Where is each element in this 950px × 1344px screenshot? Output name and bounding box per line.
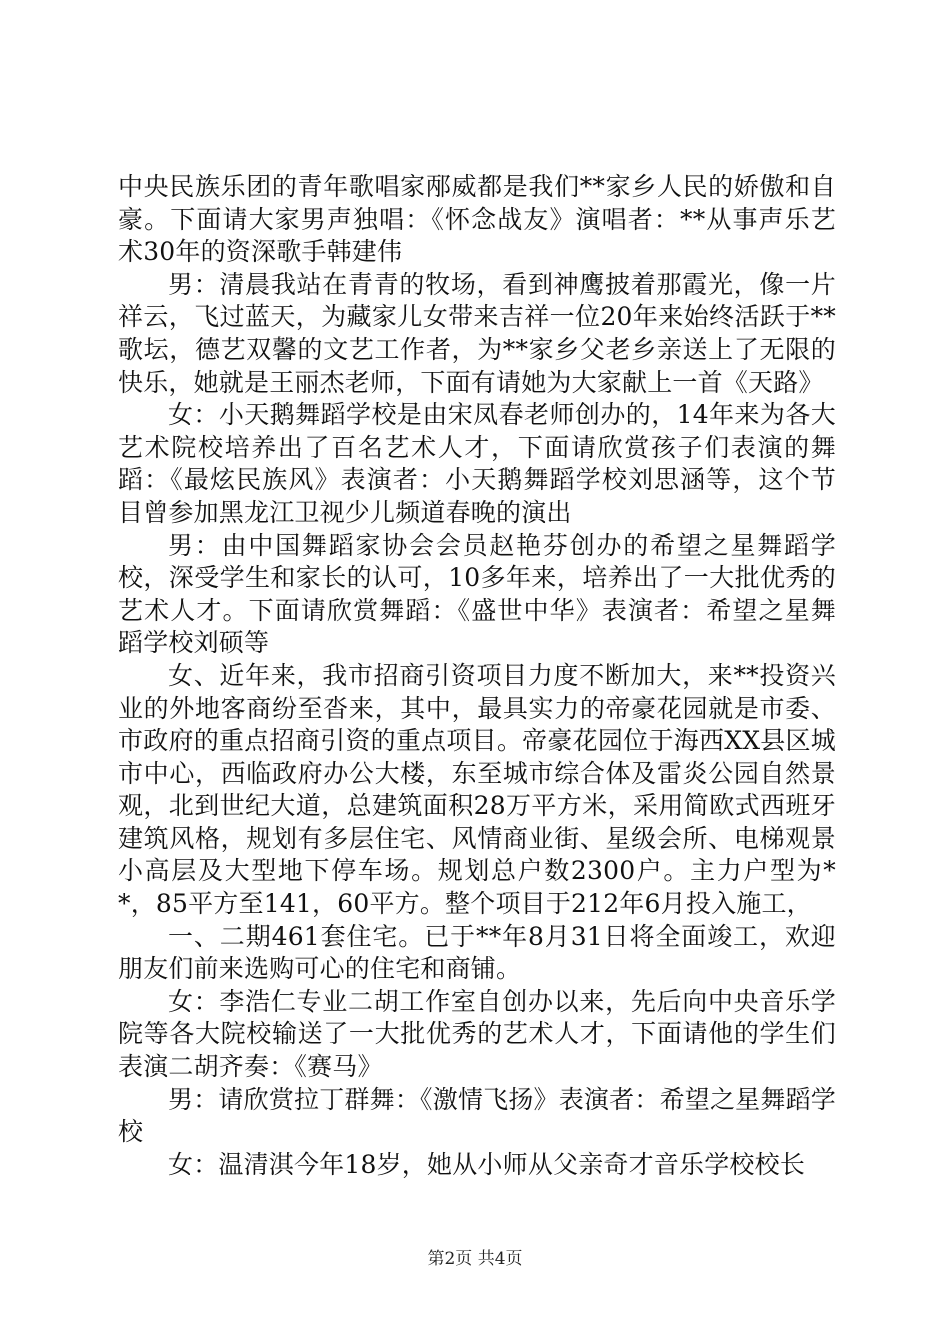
paragraph-female-erhu: 女：李浩仁专业二胡工作室自创办以来，先后向中央音乐学院等各大院校输送了一大批优秀的艺术人才，下面请他的学生们表演二胡齐奏：《赛马》 [118, 986, 836, 1082]
paragraph-male-xiwangzhixing: 男：由中国舞蹈家协会会员赵艳芬创办的希望之星舞蹈学校，深受学生和家长的认可，10多年来，培养出了一大批优秀的艺术人才。下面请欣赏舞蹈：《盛世中华》表演者：希望之星舞蹈学校刘硕等 [118, 530, 836, 658]
page-number-footer: 第2页 共4页 [427, 1249, 523, 1269]
paragraph-male-tianlu: 男：清晨我站在青青的牧场，看到神鹰披着那霞光，像一片祥云，飞过蓝天，为藏家儿女带来吉祥一位20年来始终活跃于**歌坛，德艺双馨的文艺工作者，为**家乡父老乡亲送上了无限的快乐，她就是王丽杰老师，下面有请她为大家献上一首《天路》 [118, 269, 836, 397]
paragraph-intro: 中央民族乐团的青年歌唱家邴威都是我们**家乡人民的娇傲和自豪。下面请大家男声独唱：《怀念战友》演唱者：**从事声乐艺术30年的资深歌手韩建伟 [118, 172, 836, 267]
paragraph-female-dihao: 女、近年来，我市招商引资项目力度不断加大，来**投资兴业的外地客商纷至沓来，其中，最具实力的帝豪花园就是市委、市政府的重点招商引资的重点项目。帝豪花园位于海西XX县区城市中心，西临政府办公大楼，东至城市综合体及雷炎公园自然景观，北到世纪大道，总建筑面积28万平方米，采用简欧式西班牙建筑风格，规划有多层住宅、风情商业街、星级会所、电梯观景小高层及大型地下停车场。规划总户数2300户。主力户型为**，85平方至141，60平方。整个项目于212年6月投入施工， [118, 660, 836, 919]
document-body [118, 171, 836, 1181]
paragraph-male-latin: 男：请欣赏拉丁群舞：《激情飞扬》表演者：希望之星舞蹈学校 [118, 1084, 836, 1147]
paragraph-female-wenqingqi: 女：温清淇今年18岁，她从小师从父亲奇才音乐学校校长 [168, 1149, 806, 1179]
paragraph-female-xiaotiane: 女：小天鹅舞蹈学校是由宋凤春老师创办的，14年来为各大艺术院校培养出了百名艺术人才，下面请欣赏孩子们表演的舞蹈：《最炫民族风》表演者：小天鹅舞蹈学校刘思涵等，这个节目曾参加黑龙江卫视少儿频道春晚的演出 [118, 400, 836, 527]
paragraph-phase-two: 一、二期461套住宅。已于**年8月31日将全面竣工，欢迎朋友们前来选购可心的住宅和商铺。 [118, 921, 836, 984]
